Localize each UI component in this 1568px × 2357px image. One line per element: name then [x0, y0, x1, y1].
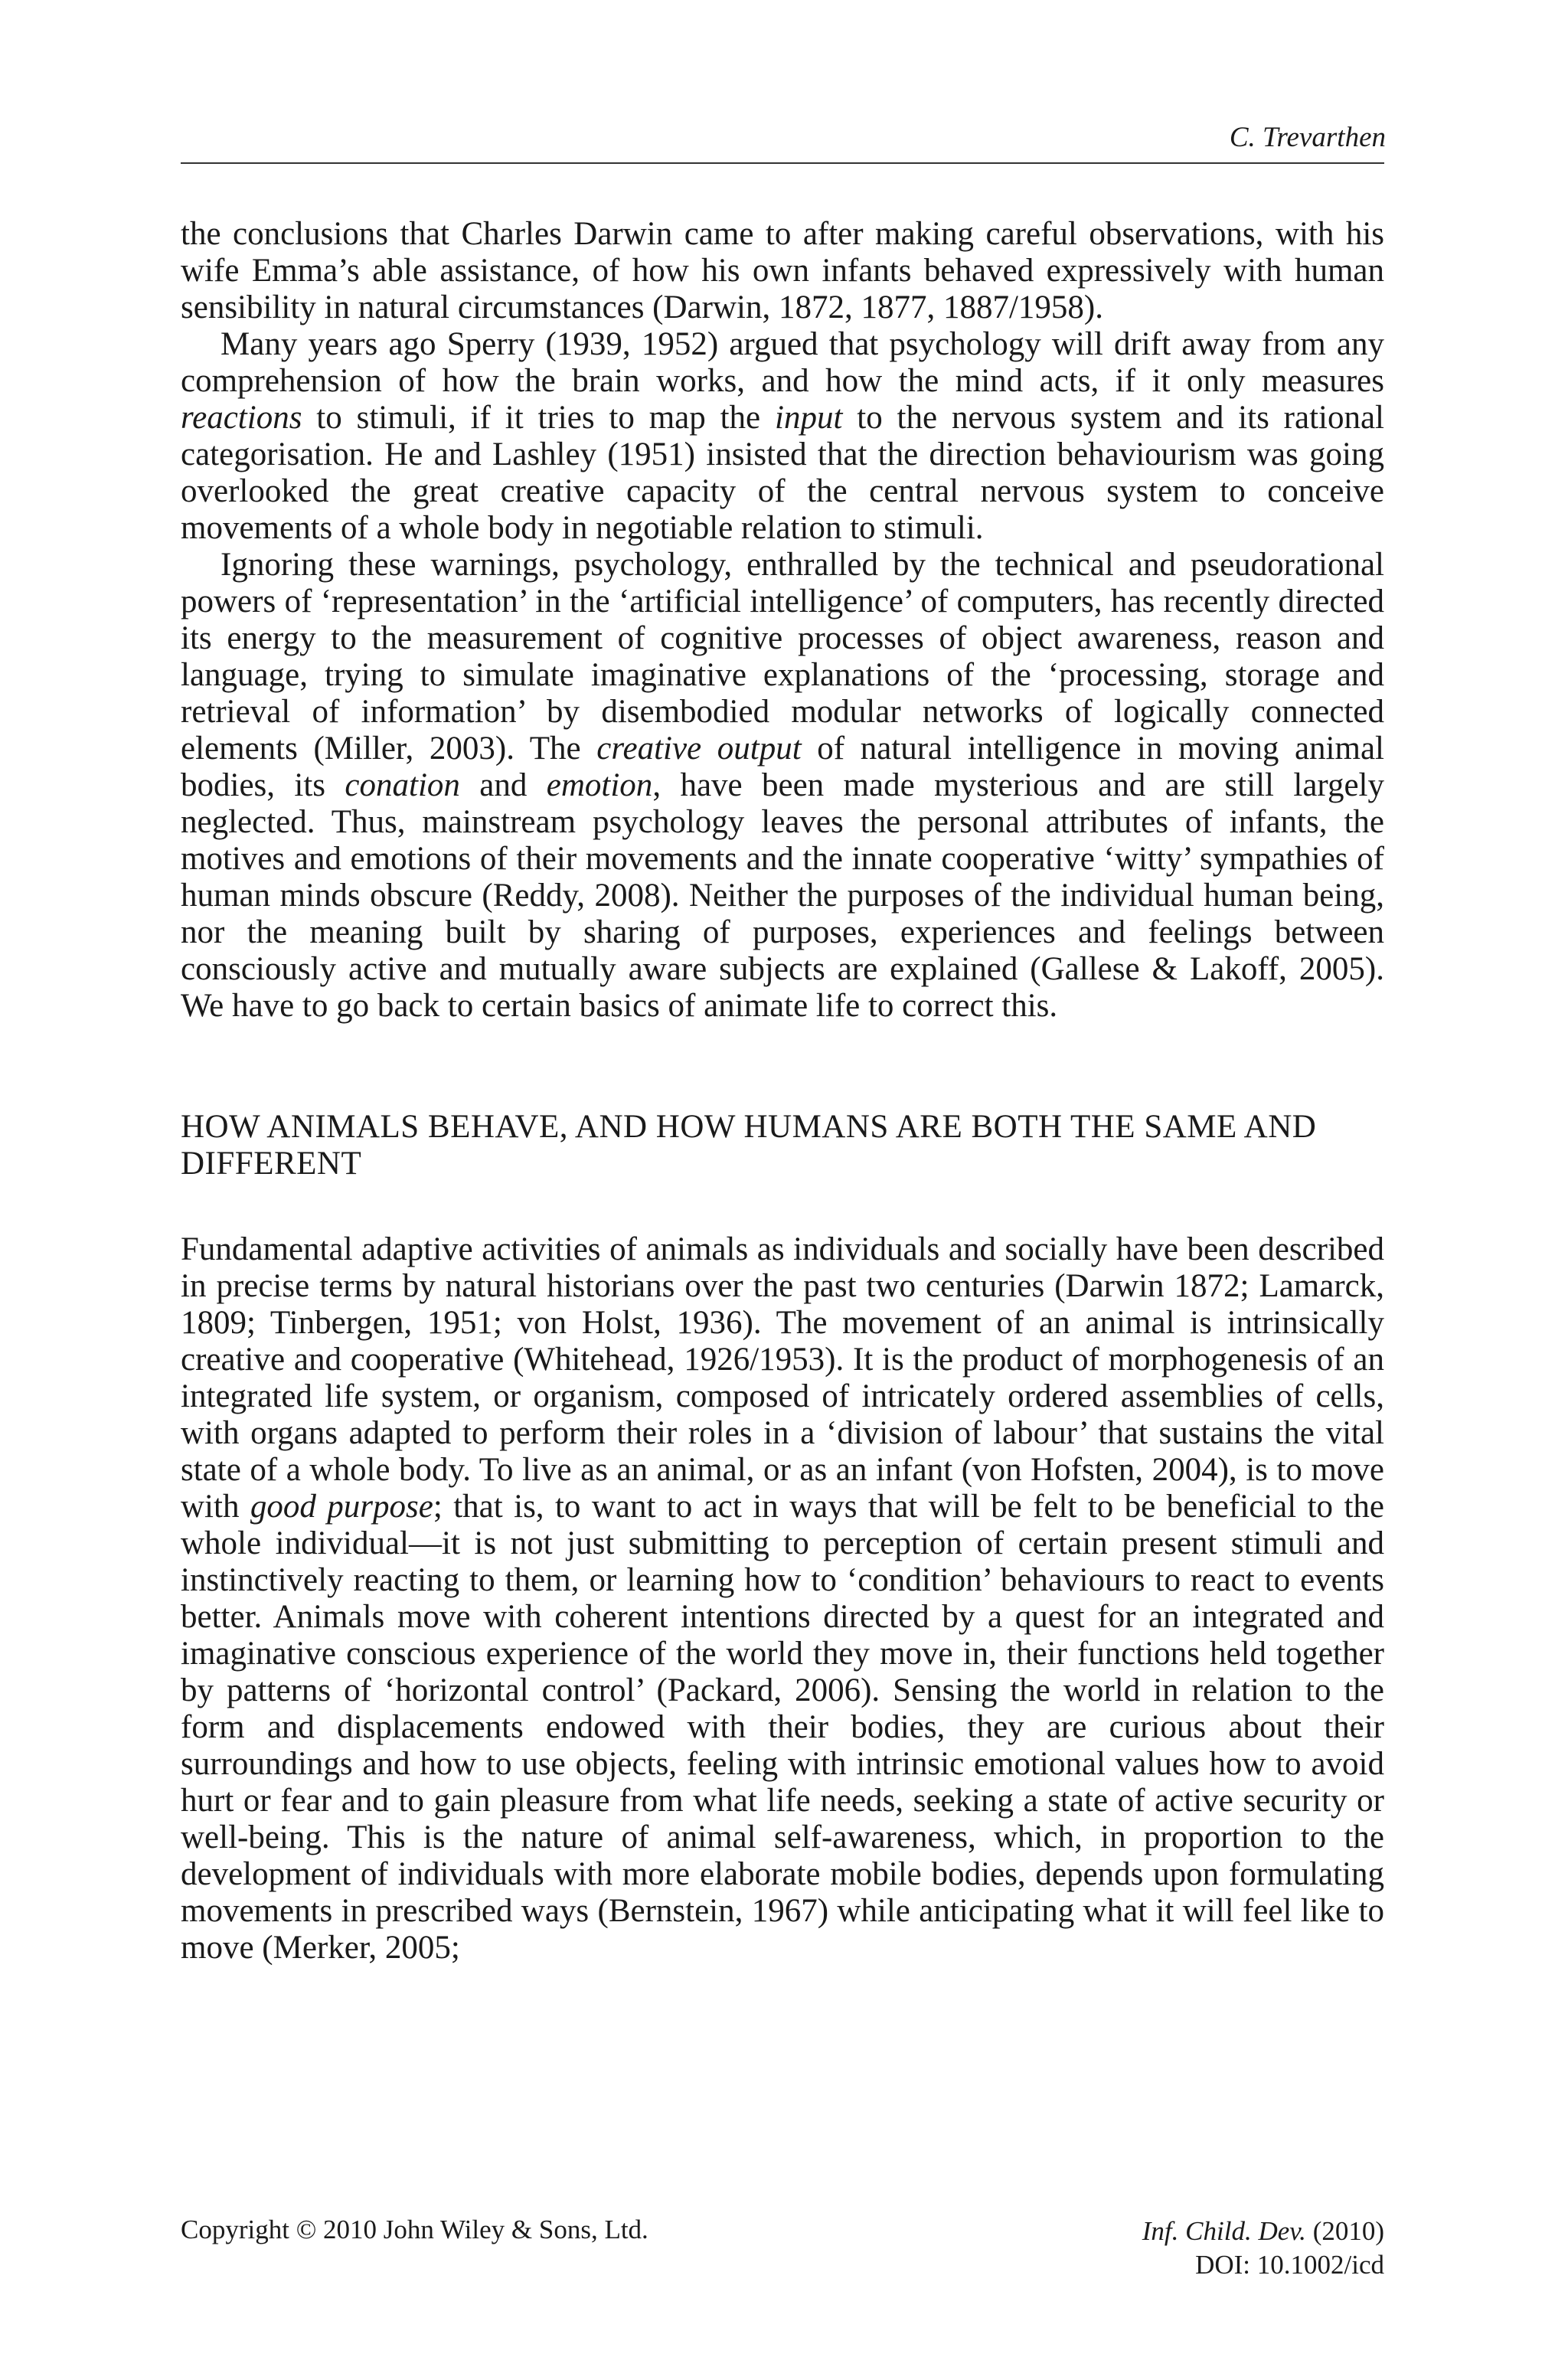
emphasis-input: input — [775, 400, 843, 436]
text-run: of natural intelligence in moving animal bodies, its — [181, 731, 1384, 803]
emphasis-conation: conation — [345, 767, 460, 803]
text-run: Fundamental adaptive activities of animals as individuals and socially have been described in precise terms by natural historians over the past two centuries (Darwin 1872; Lamarck, 1809; Tinbergen, 1951; von Holst, 1936). The movement of an animal is intrinsically creative and cooperative (Whitehead, 1926/1953). It is the product of morphogenesis of an integrated life system, or organism, composed of intricately ordered assemblies of cells, with organs adapted to perform their roles in a ‘division of labour’ that sustains the vital state of a whole body. To live as an animal, or as an infant (von Hofsten, 2004), is to move with — [181, 1231, 1384, 1525]
paragraph-4 — [181, 1231, 1384, 1966]
text-run: ; that is, to want to act in ways that will be felt to be beneficial to the whole individual—it is not just submitting to perception of certain present stimuli and instinctively reacting to them, or learning how to ‘condition’ behaviours to react to events better. Animals move with coherent intentions directed by a quest for an integrated and imaginative conscious experience of the world they move in, their functions held together by patterns of ‘horizontal control’ (Packard, 2006). Sensing the world in relation to the form and displacements endowed with their bodies, they are curious about their surroundings and how to use objects, feeling with intrinsic emotional values how to avoid hurt or fear and to gain pleasure from what life needs, seeking a state of active security or well-being. This is the nature of animal self-awareness, which, in proportion to the development of individuals with more elaborate mobile bodies, depends upon formulating movements in prescribed ways (Bernstein, 1967) while anticipating what it will feel like to move (Merker, 2005; — [181, 1489, 1385, 1966]
emphasis-creative-output: creative output — [596, 731, 802, 767]
journal-citation — [1142, 2215, 1384, 2282]
text-run: to stimuli, if it tries to map the — [302, 400, 775, 436]
journal-line — [1142, 2215, 1384, 2248]
paragraph-3 — [181, 547, 1384, 1025]
running-head: C. Trevarthen — [1229, 122, 1386, 153]
text-run: to the nervous system and its rational categorisation. He and Lashley (1951) insisted that the direction behaviourism was going overlooked the great creative capacity of the central nervous system to conceive movements of a whole body in negotiable relation to stimuli. — [181, 400, 1384, 546]
paragraph-2 — [181, 326, 1384, 547]
paragraph-1: the conclusions that Charles Darwin came to after making careful observations, with his wife Emma’s able assistance, of how his own infants behaved expressively with human sensibility in natural circumstances (Darwin, 1872, 1877, 1887/1958). — [181, 216, 1384, 325]
text-run: Many years ago Sperry (1939, 1952) argued that psychology will drift away from any comprehension of how the brain works, and how the mind acts, if it only measures — [181, 326, 1384, 399]
text-run: Ignoring these warnings, psychology, enthralled by the technical and pseudorational powers of ‘representation’ in the ‘artificial intelligence’ of computers, has recently directed its energy to the measurement of cognitive processes of object awareness, reason and language, trying to simulate imaginative explanations of the ‘processing, storage and retrieval of information’ by disembodied modular networks of logically connected elements (Miller, 2003). The — [181, 547, 1384, 767]
header-rule — [181, 162, 1384, 164]
body-text — [181, 216, 1384, 1966]
copyright-notice: Copyright © 2010 John Wiley & Sons, Ltd. — [181, 2215, 648, 2244]
emphasis-reactions: reactions — [181, 400, 302, 436]
emphasis-good-purpose: good purpose — [250, 1489, 433, 1525]
doi: DOI: 10.1002/icd — [1195, 2250, 1384, 2280]
journal-year: (2010) — [1312, 2216, 1384, 2246]
text-run: , have been made mysterious and are still largely neglected. Thus, mainstream psychology leaves the personal attributes of infants, the motives and emotions of their movements and the innate cooperative ‘witty’ sympathies of human minds obscure (Reddy, 2008). Neither the purposes of the individual human being, nor the meaning built by sharing of purposes, experiences and feelings between consciously active and mutually aware subjects are explained (Gallese & Lakoff, 2005). We have to go back to certain basics of animate life to correct this. — [181, 767, 1384, 1024]
journal-name: Inf. Child. Dev. — [1142, 2216, 1306, 2246]
section-heading: HOW ANIMALS BEHAVE, AND HOW HUMANS ARE BOTH THE SAME AND DIFFERENT — [181, 1109, 1317, 1182]
emphasis-emotion: emotion — [546, 767, 653, 803]
text-run: and — [459, 767, 547, 803]
